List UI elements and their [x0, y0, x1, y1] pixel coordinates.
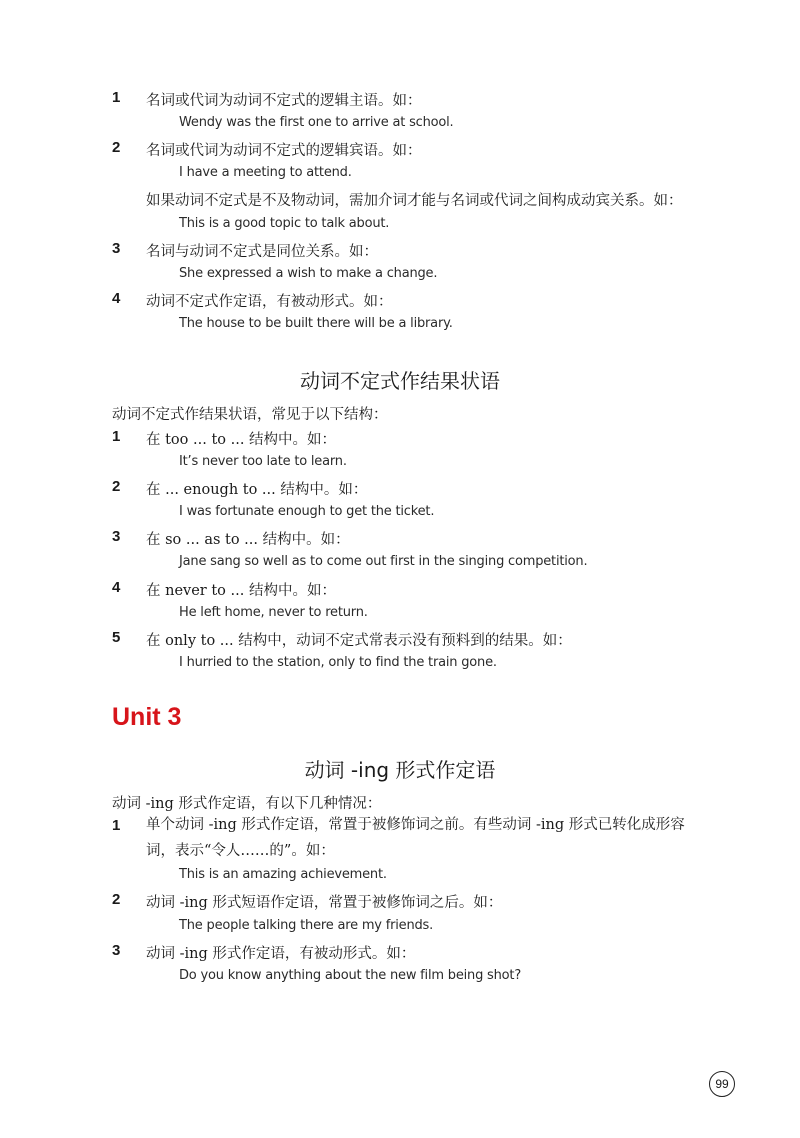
rule-text: 在 never to ... 结构中。如：: [146, 583, 336, 599]
rule-text: 在 so ... as to ... 结构中。如：: [146, 532, 350, 548]
example-sentence: Jane sang so well as to come out first in the singing competition.: [179, 554, 588, 569]
section-intro: 动词 -ing 形式作定语，有以下几种情况：: [112, 796, 382, 812]
rule-text: 单个动词 -ing 形式作定语，常置于被修饰词之前。有些动词 -ing 形式已转化成形容词，表示“令人……的”。如：: [146, 817, 685, 859]
example-sentence: It’s never too late to learn.: [179, 454, 347, 469]
example-sentence: The house to be built there will be a library.: [179, 316, 453, 331]
item-number: 1: [112, 428, 121, 445]
unit-title: Unit 3: [112, 703, 182, 731]
item-number: 3: [112, 240, 121, 257]
example-sentence: This is a good topic to talk about.: [179, 216, 390, 231]
item-number: 3: [112, 942, 121, 959]
item-number: 5: [112, 629, 121, 646]
section-heading: 动词不定式作结果状语: [300, 369, 500, 393]
example-sentence: This is an amazing achievement.: [179, 867, 387, 882]
item-number: 2: [112, 891, 121, 908]
item-number: 3: [112, 528, 121, 545]
example-sentence: He left home, never to return.: [179, 605, 368, 620]
example-sentence: Do you know anything about the new film being shot?: [179, 968, 522, 983]
section-intro: 动词不定式作结果状语，常见于以下结构：: [112, 407, 388, 423]
page-number: 99: [709, 1071, 735, 1097]
item-number: 1: [112, 89, 121, 106]
rule-note: 如果动词不定式是不及物动词，需加介词才能与名词或代词之间构成动宾关系。如：: [146, 193, 683, 209]
rule-text: 名词或代词为动词不定式的逻辑主语。如：: [146, 93, 422, 109]
example-sentence: I have a meeting to attend.: [179, 165, 352, 180]
example-sentence: I was fortunate enough to get the ticket.: [179, 504, 435, 519]
item-number: 4: [112, 290, 121, 307]
rule-text: 在 only to ... 结构中，动词不定式常表示没有预料到的结果。如：: [146, 633, 572, 649]
section-heading: 动词 -ing 形式作定语: [304, 758, 496, 782]
rule-text: 动词 -ing 形式作定语，有被动形式。如：: [146, 946, 416, 962]
item-number: 2: [112, 139, 121, 156]
rule-text: 动词 -ing 形式短语作定语，常置于被修饰词之后。如：: [146, 895, 503, 911]
example-sentence: Wendy was the first one to arrive at school.: [179, 115, 454, 130]
rule-text: 动词不定式作定语，有被动形式。如：: [146, 294, 393, 310]
example-sentence: She expressed a wish to make a change.: [179, 266, 438, 281]
example-sentence: The people talking there are my friends.: [179, 918, 434, 933]
rule-text: 名词或代词为动词不定式的逻辑宾语。如：: [146, 143, 422, 159]
item-number: 4: [112, 579, 121, 596]
rule-text: 在 ... enough to ... 结构中。如：: [146, 482, 368, 498]
item-number: 1: [112, 817, 121, 834]
example-sentence: I hurried to the station, only to find the train gone.: [179, 655, 497, 670]
rule-text: 在 too ... to ... 结构中。如：: [146, 432, 337, 448]
rule-text: 名词与动词不定式是同位关系。如：: [146, 244, 378, 260]
item-number: 2: [112, 478, 121, 495]
